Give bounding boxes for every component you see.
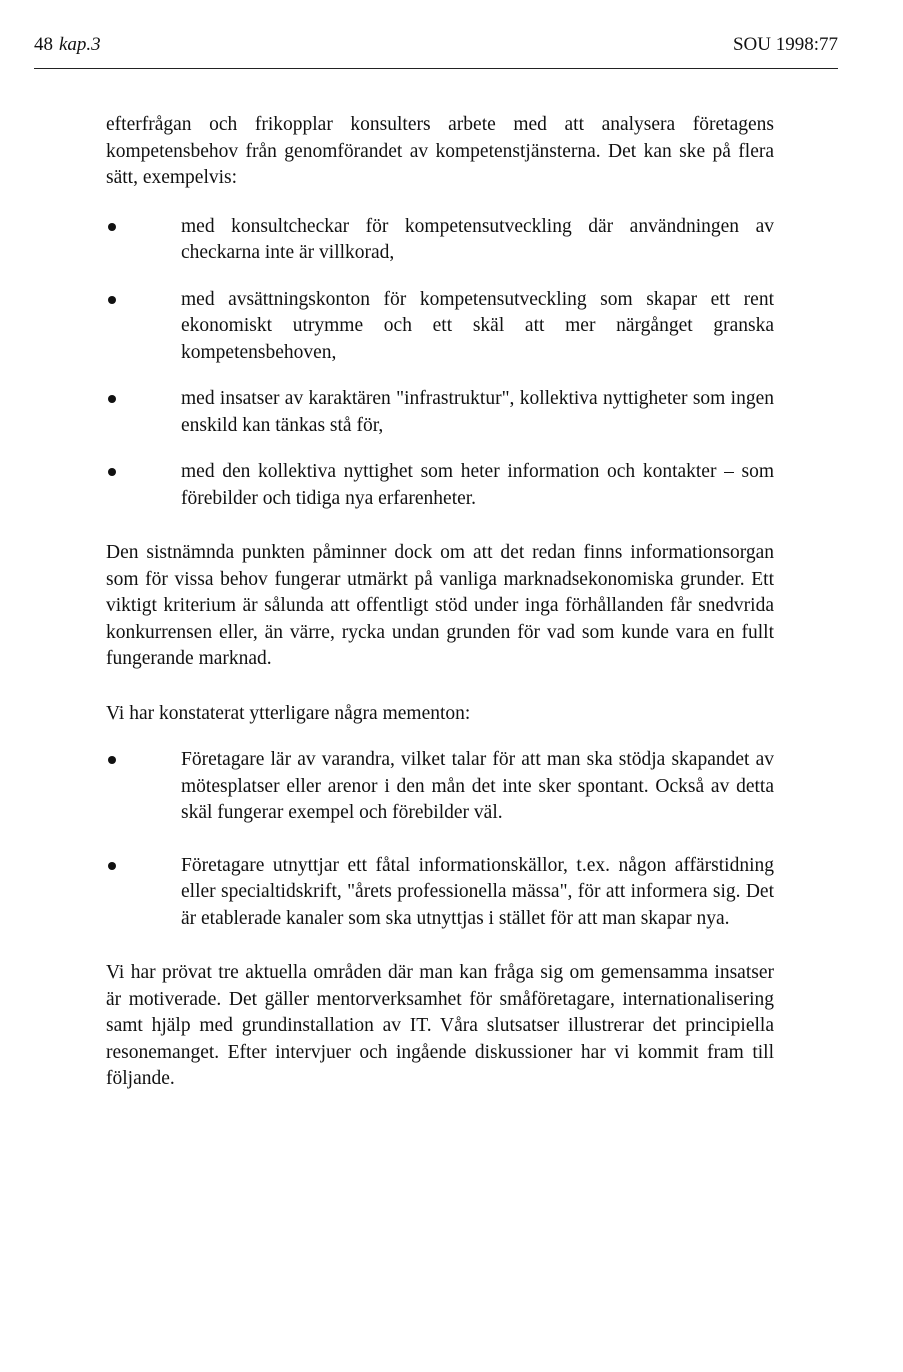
bullet-icon bbox=[108, 223, 116, 231]
list-item bbox=[106, 747, 774, 827]
chapter-label: kap.3 bbox=[59, 34, 101, 55]
paragraph-intro: efterfrågan och frikopplar konsulters arbete med att analysera företagens kompetensbehov från genomförandet av kompetenstjänsterna. Det kan ske på flera sätt, exempelvis: bbox=[106, 114, 774, 188]
list-item-text: med avsättningskonton för kompetensutveckling som skapar ett rent ekonomiskt utrymme och ett skäl att mer närgånget granska kompetensbehoven, bbox=[181, 288, 774, 363]
list-item-text: Företagare lär av varandra, vilket talar för att man ska stödja skapandet av mötesplatser eller arenor i den mån det inte sker spontant. Också av detta skäl fungerar exempel och förebilder väl. bbox=[181, 749, 774, 823]
paragraph-provat: Vi har prövat tre aktuella områden där man kan fråga sig om gemensamma insatser är motiverade. Det gäller mentorverksamhet för småföretagare, internationalisering samt hjälp med grundinstallation av IT. Våra slutsatser illustrerar det principiella resonemanget. Efter intervjuer och ingående diskussioner har vi kommit fram till följande. bbox=[106, 962, 774, 1089]
bullet-icon bbox=[108, 862, 116, 870]
bullet-icon bbox=[108, 468, 116, 476]
page-number: 48 bbox=[34, 34, 53, 55]
list-item-text: med insatser av karaktären "infrastruktur", kollektiva nyttigheter som ingen enskild kan tänkas stå för, bbox=[181, 388, 774, 436]
page-body bbox=[106, 112, 774, 1093]
header-left bbox=[34, 34, 101, 56]
list-item bbox=[106, 287, 774, 367]
header-rule bbox=[34, 68, 838, 69]
list-item bbox=[106, 853, 774, 933]
page-header bbox=[34, 30, 838, 60]
bullet-icon bbox=[108, 756, 116, 764]
paragraph-mementon: Vi har konstaterat ytterligare några mementon: bbox=[106, 702, 471, 724]
list-item bbox=[106, 386, 774, 439]
list-item bbox=[106, 459, 774, 512]
list-item bbox=[106, 214, 774, 267]
report-number: SOU 1998:77 bbox=[732, 34, 838, 55]
bullet-list-mementon bbox=[106, 747, 774, 932]
list-item-text: med konsultcheckar för kompetensutveckling där användningen av checkarna inte är villkorad, bbox=[181, 215, 774, 263]
paragraph-sistnamnda: Den sistnämnda punkten påminner dock om att det redan finns informationsorgan som för vissa behov fungerar utmärkt på vanliga marknadsekonomiska grunder. Ett viktigt kriterium är sålunda att offentligt stöd under inga förhållanden får snedvrida konkurrensen eller, än värre, rycka undan grunden för vad som kunde vara en fullt fungerande marknad. bbox=[106, 542, 774, 669]
bullet-list-methods bbox=[106, 214, 774, 513]
bullet-icon bbox=[108, 296, 116, 304]
bullet-icon bbox=[108, 395, 116, 403]
list-item-text: med den kollektiva nyttighet som heter information och kontakter – som förebilder och tidiga nya erfarenheter. bbox=[181, 461, 774, 509]
list-item-text: Företagare utnyttjar ett fåtal informationskällor, t.ex. någon affärstidning eller specialtidskrift, "årets professionella mässa", för att informera sig. Det är etablerade kanaler som ska utnyttjas i stället för att man skapar nya. bbox=[181, 854, 774, 929]
